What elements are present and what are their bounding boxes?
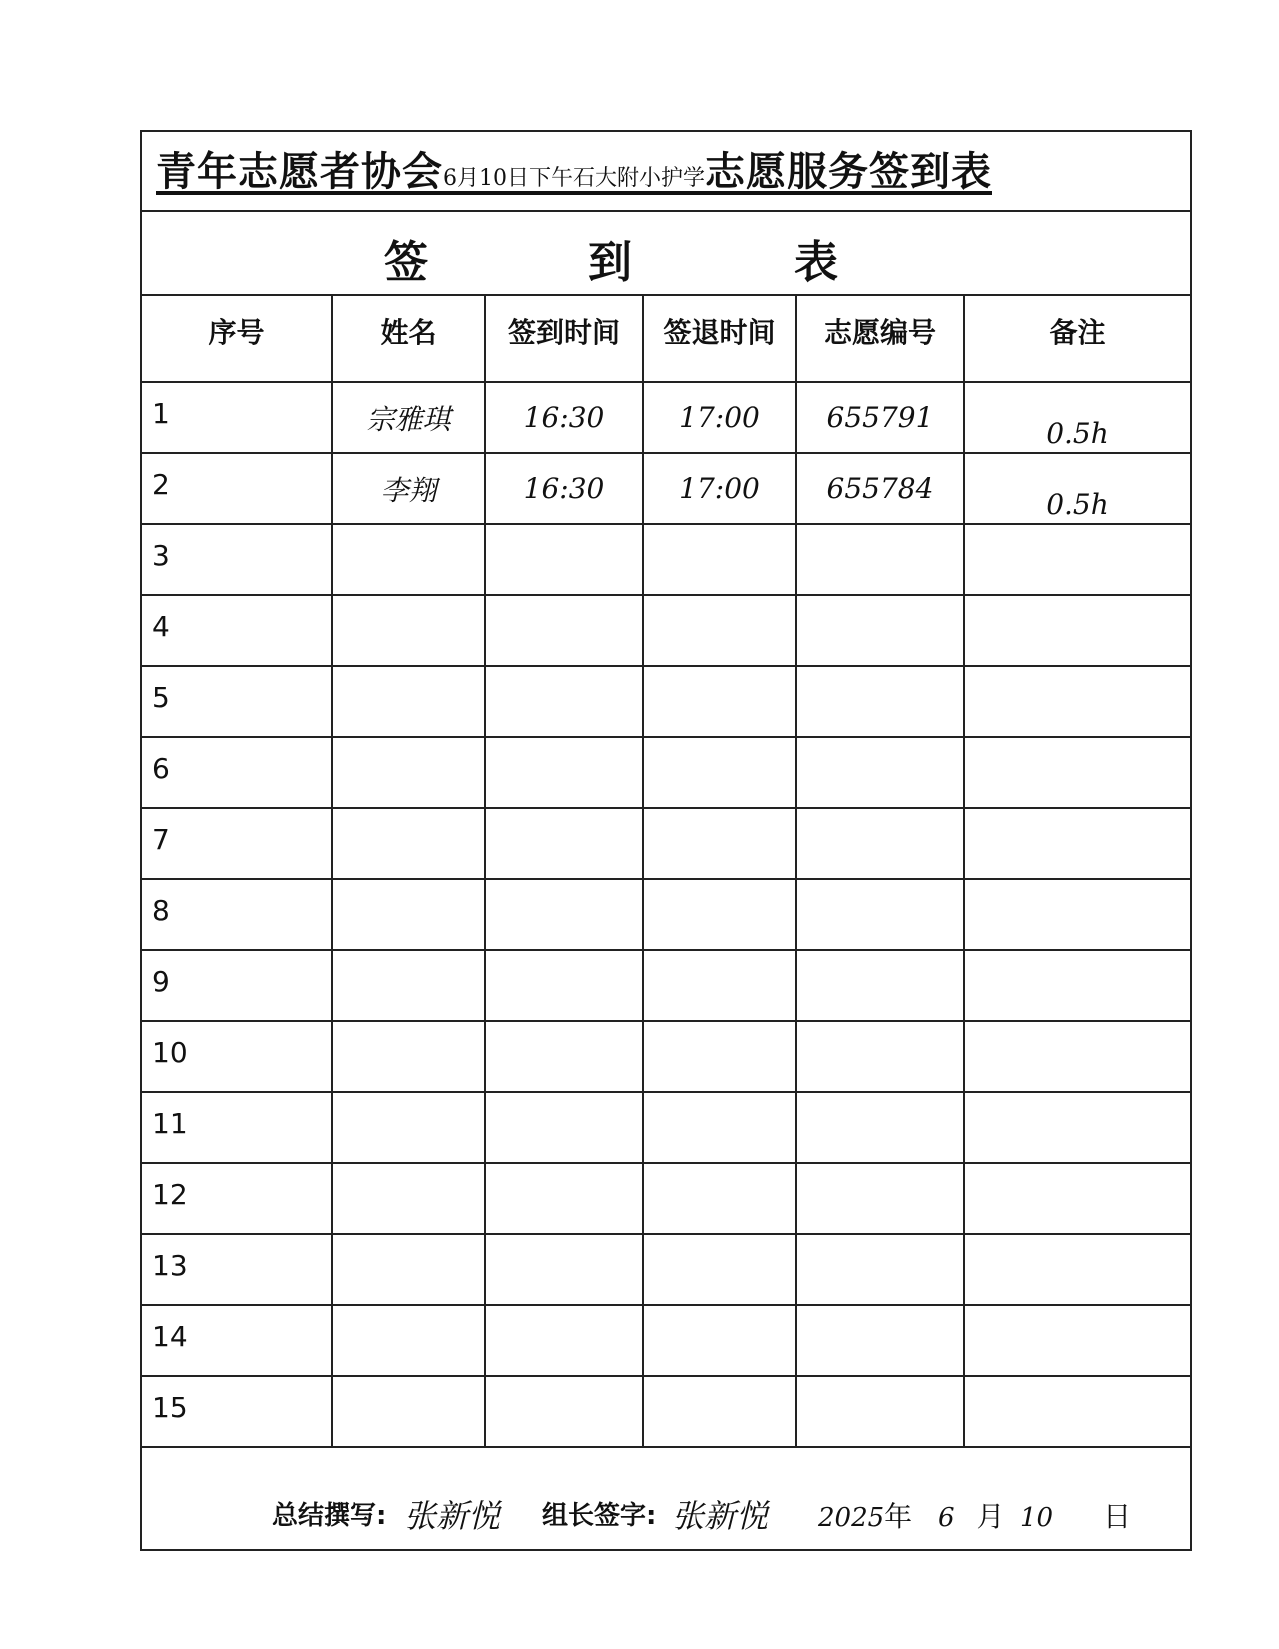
sign-in-time-cell bbox=[485, 1092, 643, 1163]
volunteer-id-cell bbox=[796, 1234, 964, 1305]
volunteer-id-cell bbox=[796, 595, 964, 666]
leader-signature: 张新悦 bbox=[672, 1497, 769, 1535]
sign-out-time-cell bbox=[643, 1376, 796, 1447]
sign-out-time-cell bbox=[643, 666, 796, 737]
remark-cell bbox=[964, 950, 1190, 1021]
sign-in-time-cell bbox=[485, 1305, 643, 1376]
title-handwritten-event: 6月10日下午石大附小护学 bbox=[443, 166, 705, 191]
volunteer-id-cell bbox=[796, 666, 964, 737]
volunteer-id-cell bbox=[796, 879, 964, 950]
sign-out-time-cell: 17:00 bbox=[643, 382, 796, 453]
name-cell bbox=[332, 595, 485, 666]
sign-in-sheet bbox=[140, 130, 1192, 1551]
column-header: 备注 bbox=[964, 296, 1190, 382]
sign-out-time-cell bbox=[643, 595, 796, 666]
name-cell bbox=[332, 879, 485, 950]
column-header: 志愿编号 bbox=[796, 296, 964, 382]
table-header-row bbox=[142, 296, 1190, 382]
row-number: 12 bbox=[142, 1163, 332, 1234]
sign-out-time-cell bbox=[643, 1234, 796, 1305]
volunteer-id-cell bbox=[796, 1163, 964, 1234]
volunteer-id-cell bbox=[796, 950, 964, 1021]
row-number: 7 bbox=[142, 808, 332, 879]
month-label: 月 bbox=[976, 1500, 1005, 1533]
row-number: 8 bbox=[142, 879, 332, 950]
day-label: 日 bbox=[1103, 1500, 1132, 1533]
row-number: 3 bbox=[142, 524, 332, 595]
remark-cell bbox=[964, 879, 1190, 950]
remark-cell bbox=[964, 1305, 1190, 1376]
row-number: 13 bbox=[142, 1234, 332, 1305]
remark-cell bbox=[964, 808, 1190, 879]
table-row bbox=[142, 1021, 1190, 1092]
table-row bbox=[142, 595, 1190, 666]
row-number: 4 bbox=[142, 595, 332, 666]
leader-signature-label: 组长签字: bbox=[542, 1501, 657, 1531]
subtitle-char-2: 到 bbox=[588, 237, 632, 288]
subtitle-char-3: 表 bbox=[794, 237, 838, 288]
sign-in-time-cell: 16:30 bbox=[485, 453, 643, 524]
day-value: 10 bbox=[1020, 1503, 1054, 1533]
table-row bbox=[142, 453, 1190, 524]
name-cell bbox=[332, 1163, 485, 1234]
row-number: 5 bbox=[142, 666, 332, 737]
row-number: 15 bbox=[142, 1376, 332, 1447]
title-row bbox=[142, 132, 1190, 212]
volunteer-id-cell: 655784 bbox=[796, 453, 964, 524]
sign-in-time-cell: 16:30 bbox=[485, 382, 643, 453]
sign-out-time-cell bbox=[643, 950, 796, 1021]
row-number: 9 bbox=[142, 950, 332, 1021]
name-cell bbox=[332, 1234, 485, 1305]
name-cell bbox=[332, 666, 485, 737]
name-cell: 宗雅琪 bbox=[332, 382, 485, 453]
sheet-title bbox=[156, 140, 992, 197]
sign-in-time-cell bbox=[485, 666, 643, 737]
volunteer-id-cell bbox=[796, 737, 964, 808]
month-value: 6 bbox=[938, 1503, 955, 1533]
remark-cell bbox=[964, 1376, 1190, 1447]
remark-cell bbox=[964, 1092, 1190, 1163]
summary-writer-signature: 张新悦 bbox=[404, 1497, 501, 1535]
sign-in-time-cell bbox=[485, 737, 643, 808]
summary-writer-label: 总结撰写: bbox=[272, 1501, 387, 1531]
remark-cell bbox=[964, 666, 1190, 737]
remark-cell bbox=[964, 1234, 1190, 1305]
name-cell bbox=[332, 524, 485, 595]
title-prefix: 青年志愿者协会 bbox=[156, 149, 443, 195]
table-row bbox=[142, 382, 1190, 453]
volunteer-id-cell bbox=[796, 524, 964, 595]
row-number: 1 bbox=[142, 382, 332, 453]
name-cell bbox=[332, 1305, 485, 1376]
sign-out-time-cell bbox=[643, 1092, 796, 1163]
volunteer-id-cell bbox=[796, 1092, 964, 1163]
table-row bbox=[142, 666, 1190, 737]
title-suffix: 志愿服务签到表 bbox=[705, 149, 992, 195]
sign-in-time-cell bbox=[485, 1376, 643, 1447]
sign-in-time-cell bbox=[485, 595, 643, 666]
remark-cell: 0.5h bbox=[964, 382, 1190, 453]
table-row bbox=[142, 524, 1190, 595]
name-cell bbox=[332, 1092, 485, 1163]
footer-row bbox=[142, 1477, 1190, 1549]
sign-in-time-cell bbox=[485, 1163, 643, 1234]
row-number: 2 bbox=[142, 453, 332, 524]
row-number: 11 bbox=[142, 1092, 332, 1163]
name-cell bbox=[332, 1376, 485, 1447]
name-cell bbox=[332, 808, 485, 879]
table-row bbox=[142, 1234, 1190, 1305]
subtitle-char-1: 签 bbox=[384, 237, 428, 288]
table-row bbox=[142, 737, 1190, 808]
remark-cell bbox=[964, 1163, 1190, 1234]
remark-cell bbox=[964, 524, 1190, 595]
sign-out-time-cell bbox=[643, 1305, 796, 1376]
sign-in-time-cell bbox=[485, 1021, 643, 1092]
sign-in-time-cell bbox=[485, 1234, 643, 1305]
volunteer-id-cell bbox=[796, 1021, 964, 1092]
date-day bbox=[1020, 1495, 1131, 1535]
sign-out-time-cell: 17:00 bbox=[643, 453, 796, 524]
sign-out-time-cell bbox=[643, 524, 796, 595]
remark-cell: 0.5h bbox=[964, 453, 1190, 524]
remark-cell bbox=[964, 737, 1190, 808]
table-row bbox=[142, 1092, 1190, 1163]
name-cell bbox=[332, 1021, 485, 1092]
sign-in-time-cell bbox=[485, 524, 643, 595]
sign-in-time-cell bbox=[485, 879, 643, 950]
column-header: 签退时间 bbox=[643, 296, 796, 382]
table-row bbox=[142, 879, 1190, 950]
sign-out-time-cell bbox=[643, 808, 796, 879]
row-number: 14 bbox=[142, 1305, 332, 1376]
row-number: 10 bbox=[142, 1021, 332, 1092]
remark-cell bbox=[964, 1021, 1190, 1092]
volunteer-id-cell bbox=[796, 808, 964, 879]
volunteer-id-cell bbox=[796, 1376, 964, 1447]
column-header: 序号 bbox=[142, 296, 332, 382]
date-month bbox=[938, 1495, 1005, 1535]
column-header: 签到时间 bbox=[485, 296, 643, 382]
name-cell bbox=[332, 950, 485, 1021]
table-row bbox=[142, 1163, 1190, 1234]
volunteer-id-cell bbox=[796, 1305, 964, 1376]
table-row bbox=[142, 808, 1190, 879]
table-row bbox=[142, 950, 1190, 1021]
table-row bbox=[142, 1305, 1190, 1376]
sign-out-time-cell bbox=[643, 1021, 796, 1092]
volunteer-id-cell: 655791 bbox=[796, 382, 964, 453]
row-number: 6 bbox=[142, 737, 332, 808]
subtitle-row bbox=[142, 212, 1190, 296]
sign-out-time-cell bbox=[643, 737, 796, 808]
year-label: 年 bbox=[884, 1500, 913, 1533]
name-cell: 李翔 bbox=[332, 453, 485, 524]
year-value: 2025 bbox=[818, 1503, 885, 1533]
date-year bbox=[818, 1495, 912, 1535]
table-row bbox=[142, 1376, 1190, 1447]
sign-in-table bbox=[142, 296, 1190, 1448]
sign-out-time-cell bbox=[643, 1163, 796, 1234]
sign-in-time-cell bbox=[485, 950, 643, 1021]
name-cell bbox=[332, 737, 485, 808]
remark-cell bbox=[964, 595, 1190, 666]
sign-out-time-cell bbox=[643, 879, 796, 950]
sign-in-time-cell bbox=[485, 808, 643, 879]
column-header: 姓名 bbox=[332, 296, 485, 382]
